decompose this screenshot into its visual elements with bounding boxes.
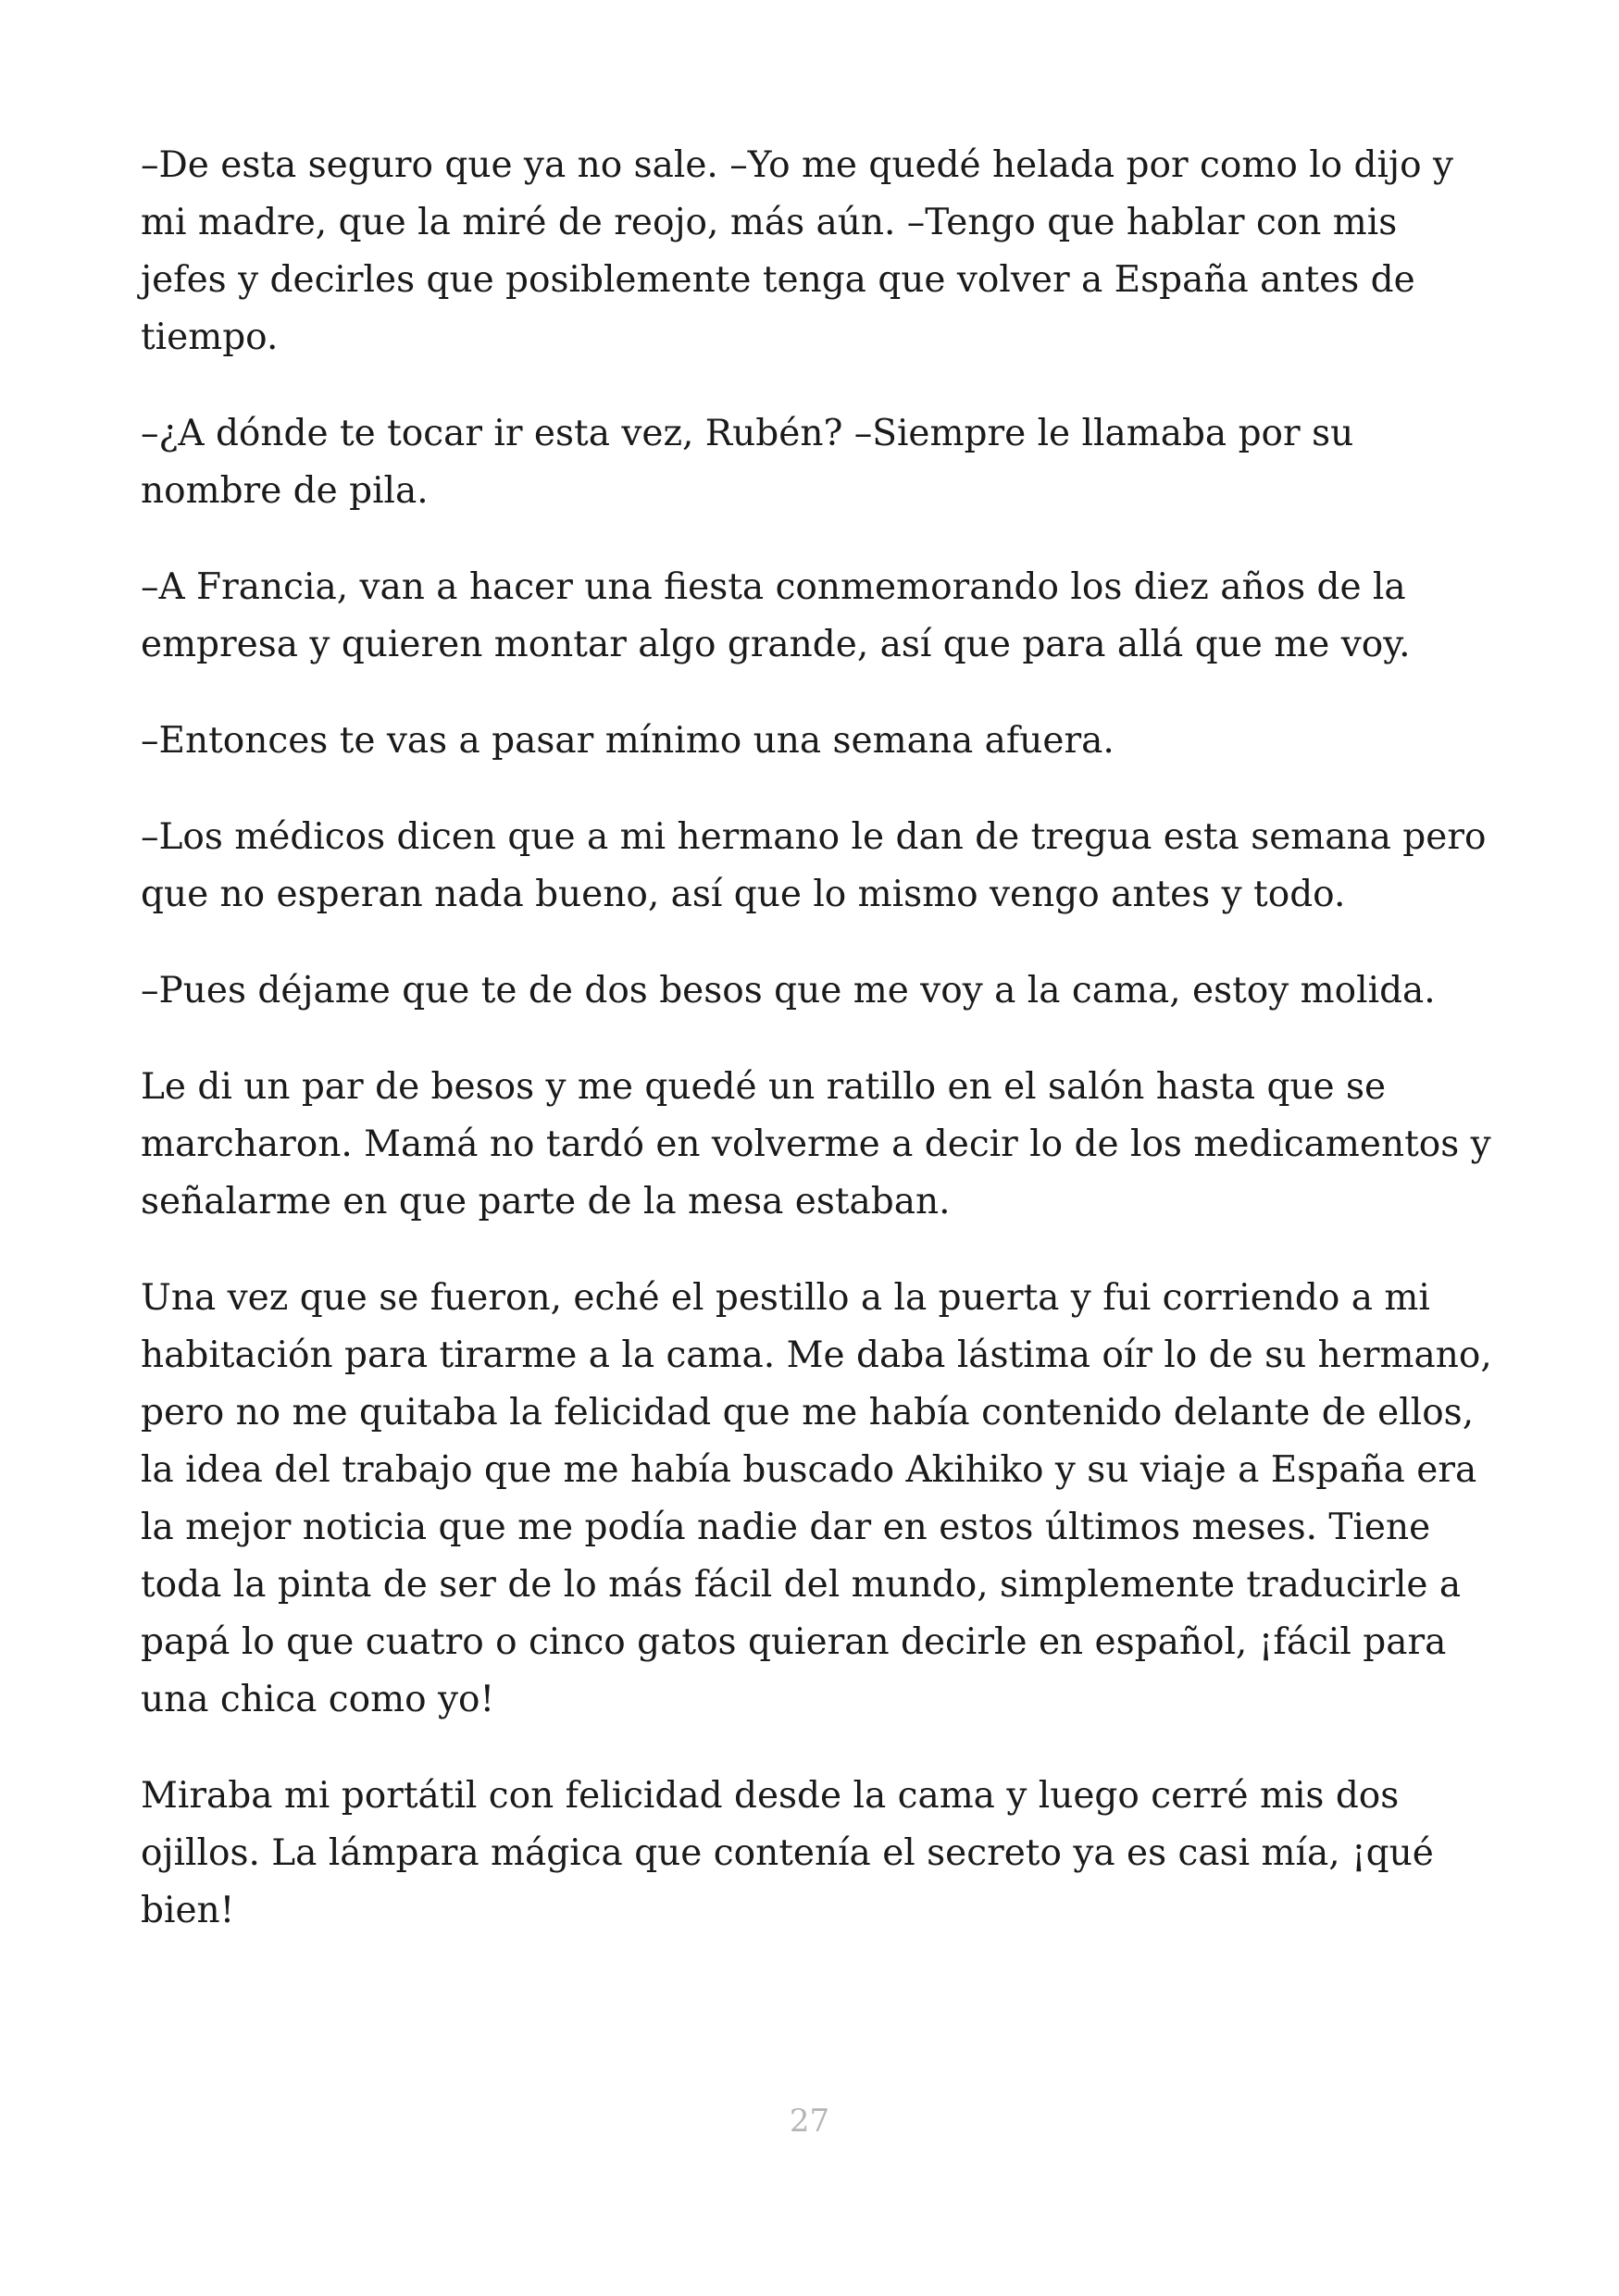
paragraph: –¿A dónde te tocar ir esta vez, Rubén? –Siempre le llamaba por su nombre de pila. <box>141 413 1354 512</box>
paragraph: Le di un par de besos y me quedé un ratillo en el salón hasta que se marcharon. Mamá no tardó en volverme a decir lo de los medicamentos y señalarme en que parte de la mesa estaban. <box>141 1066 1491 1222</box>
paragraph: Miraba mi portátil con felicidad desde la cama y luego cerré mis dos ojillos. La lámpara mágica que contenía el secreto ya es casi mía, ¡qué bien! <box>141 1775 1434 1931</box>
paragraph: –Entonces te vas a pasar mínimo una semana afuera. <box>141 720 1115 762</box>
paragraph: –De esta seguro que ya no sale. –Yo me quedé helada por como lo dijo y mi madre, que la miré de reojo, más aún. –Tengo que hablar con mis jefes y decirles que posiblemente tenga que volver a España antes de tiempo. <box>141 144 1453 358</box>
body-text <box>141 137 1492 1979</box>
paragraph: –Los médicos dicen que a mi hermano le dan de tregua esta semana pero que no esperan nada bueno, así que lo mismo vengo antes y todo. <box>141 816 1487 915</box>
page-number: 27 <box>789 2103 830 2140</box>
paragraph: –Pues déjame que te de dos besos que me voy a la cama, estoy molida. <box>141 970 1436 1011</box>
paragraph: Una vez que se fueron, eché el pestillo a la puerta y fui corriendo a mi habitación para tirarme a la cama. Me daba lástima oír lo de su hermano, pero no me quitaba la felicidad que me había contenido delante de ellos, la idea del trabajo que me había buscado Akihiko y su viaje a España era la mejor noticia que me podía nadie dar en estos últimos meses. Tiene toda la pinta de ser de lo más fácil del mundo, simplemente traducirle a papá lo que cuatro o cinco gatos quieran decirle en español, ¡fácil para una chica como yo! <box>141 1277 1492 1720</box>
paragraph: –A Francia, van a hacer una fiesta conmemorando los diez años de la empresa y quieren montar algo grande, así que para allá que me voy. <box>141 566 1411 665</box>
